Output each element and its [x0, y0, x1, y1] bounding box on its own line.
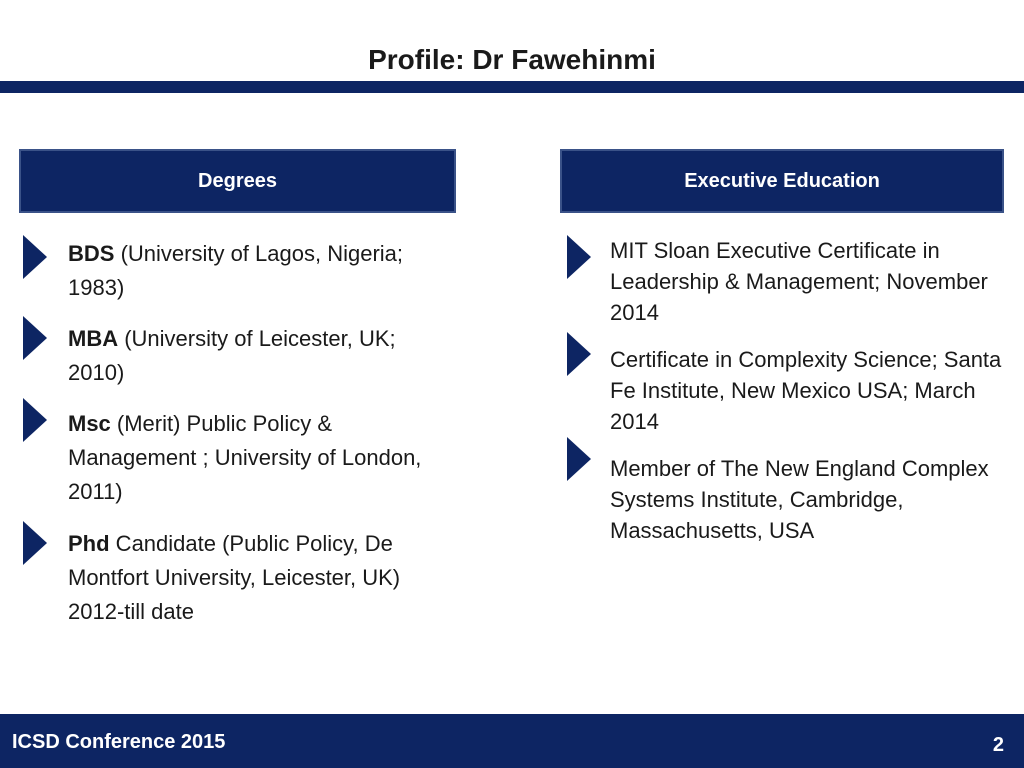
executive-text: Certificate in Complexity Science; Santa Fe Institute, New Mexico USA; March 2014	[610, 347, 1002, 434]
degree-name: Msc	[68, 411, 111, 436]
degree-text	[68, 322, 448, 390]
degree-detail: (Merit) Public Policy & Management ; University of London, 2011)	[68, 411, 422, 504]
degree-text	[68, 527, 453, 629]
degrees-header	[19, 149, 456, 213]
executive-education-header-label: Executive Education	[684, 169, 880, 192]
triangle-bullet-icon	[23, 316, 47, 360]
triangle-bullet-icon	[567, 235, 591, 279]
conference-label: ICSD Conference 2015	[12, 731, 226, 753]
triangle-bullet-icon	[23, 398, 47, 442]
slide-title: Profile: Dr Fawehinmi	[368, 44, 656, 75]
footer-bar	[0, 714, 1024, 768]
triangle-bullet-icon	[23, 521, 47, 565]
title-divider	[0, 81, 1024, 93]
degree-detail: Candidate (Public Policy, De Montfort University, Leicester, UK) 2012-till date	[68, 531, 401, 624]
degree-text	[68, 407, 448, 509]
executive-education-header	[560, 149, 1004, 213]
triangle-bullet-icon	[567, 437, 591, 481]
triangle-bullet-icon	[23, 235, 47, 279]
degree-detail: (University of Lagos, Nigeria; 1983)	[68, 241, 404, 300]
degree-name: Phd	[68, 531, 110, 556]
executive-text: Member of The New England Complex Systems Institute, Cambridge, Massachusetts, USA	[610, 456, 989, 543]
degree-detail: (University of Leicester, UK; 2010)	[68, 326, 396, 385]
degree-text	[68, 237, 448, 305]
page-number: 2	[992, 734, 1004, 756]
degree-name: BDS	[68, 241, 115, 266]
executive-text: MIT Sloan Executive Certificate in Leadership & Management; November 2014	[610, 238, 988, 325]
degrees-header-label: Degrees	[198, 169, 277, 192]
triangle-bullet-icon	[567, 332, 591, 376]
degree-name: MBA	[68, 326, 119, 351]
